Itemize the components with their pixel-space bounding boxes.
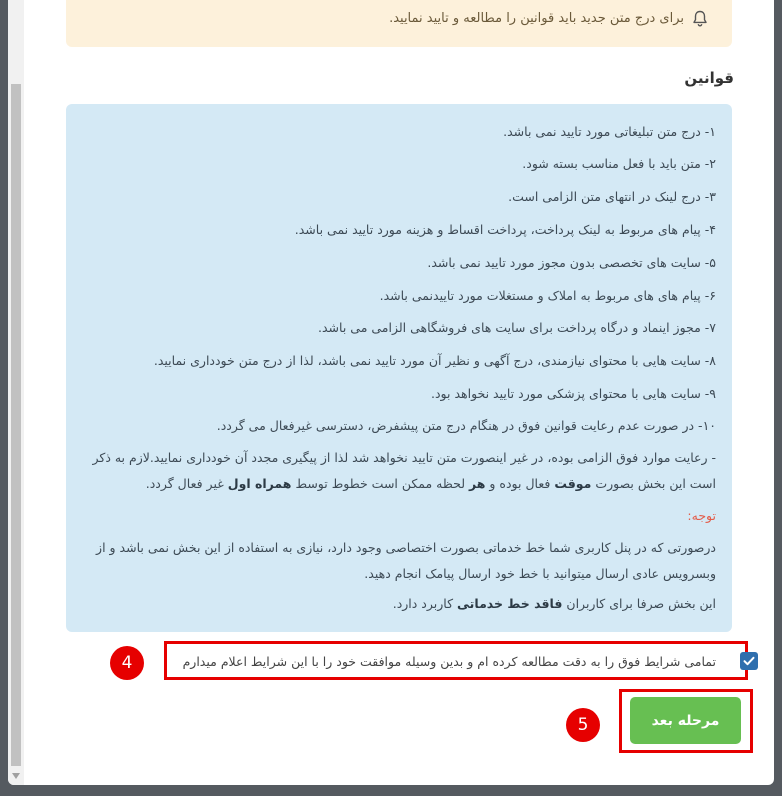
agreement-checkbox[interactable] <box>740 652 758 670</box>
rule-item: ۴- پیام های مربوط به لینک پرداخت، پرداخت اقساط و هزینه مورد تایید نمی باشد. <box>294 222 716 237</box>
compliance-bold-every: هر <box>469 476 486 491</box>
section-title: قوانین <box>684 69 734 87</box>
rule-item: ۵- سایت های تخصصی بدون مجوز مورد تایید نمی باشد. <box>427 255 716 270</box>
service-text: این بخش صرفا برای کاربران <box>562 596 716 611</box>
compliance-bold-operator: همراه اول <box>227 476 292 491</box>
warning-alert <box>66 0 732 47</box>
compliance-text: فعال بوده و <box>485 476 555 491</box>
rule-item: ۷- مجوز اینماد و درگاه پرداخت برای سایت های فروشگاهی الزامی می باشد. <box>318 320 716 335</box>
compliance-text: غیر فعال گردد. <box>145 476 228 491</box>
rule-item: ۱۰- در صورت عدم رعایت قوانین فوق در هنگام درج متن پیشفرض، دسترسی غیرفعال می گردد. <box>216 418 716 433</box>
agreement-label[interactable]: تمامی شرایط فوق را به دقت مطالعه کرده ام و بدین وسیله موافقت خود را با این شرایط اعلام میدارم <box>182 654 716 669</box>
note-label: توجه: <box>687 508 716 523</box>
compliance-paragraph <box>80 445 716 497</box>
compliance-bold-temporary: موقت <box>554 476 592 491</box>
rule-item: ۱- درج متن تبلیغاتی مورد تایید نمی باشد. <box>503 124 716 139</box>
rule-item: ۶- پیام های های مربوط به املاک و مستغلات مورد تاییدنمی باشد. <box>379 288 716 303</box>
bell-icon <box>692 10 708 28</box>
rules-box <box>66 104 732 632</box>
service-bold: فاقد خط خدماتی <box>457 596 563 611</box>
service-line-text <box>393 596 716 611</box>
rule-item: ۸- سایت هایی با محتوای نیازمندی، درج آگهی و نظیر آن مورد تایید نمی باشد، لذا از درج متن خودداری نمایید. <box>153 353 716 368</box>
scroll-down-arrow-icon[interactable] <box>12 773 20 779</box>
compliance-text: - رعایت موارد فوق الزامی بوده، در غیر اینصورت متن تایید نخواهد شد لذا از پیگیری مجدد آن خودداری نمایید.لازم به ذکر است این بخش بصورت <box>92 450 716 491</box>
note-text: درصورتی که در پنل کاربری شما خط خدماتی بصورت اختصاصی وجود دارد، نیازی به استفاده از این بخش نمی باشد و از وبسرویس عادی ارسال میتوانید با خط خود ارسال پیامک انجام دهید. <box>96 540 716 581</box>
next-step-button[interactable]: مرحله بعد <box>630 697 741 744</box>
scrollbar-thumb[interactable] <box>11 84 21 766</box>
step-marker-4: 4 <box>110 646 144 680</box>
compliance-text: لحظه ممکن است خطوط توسط <box>291 476 469 491</box>
rule-item: ۹- سایت هایی با محتوای پزشکی مورد تایید نخواهد بود. <box>431 386 716 401</box>
alert-text: برای درج متن جدید باید قوانین را مطالعه و تایید نمایید. <box>389 11 684 26</box>
rule-item: ۲- متن باید با فعل مناسب بسته شود. <box>522 156 716 171</box>
service-text: کاربرد دارد. <box>392 596 458 611</box>
rule-item: ۳- درج لینک در انتهای متن الزامی است. <box>508 189 716 204</box>
modal-scrollbar[interactable] <box>8 0 24 785</box>
checkmark-icon <box>743 656 755 666</box>
step-marker-5: 5 <box>566 708 600 742</box>
